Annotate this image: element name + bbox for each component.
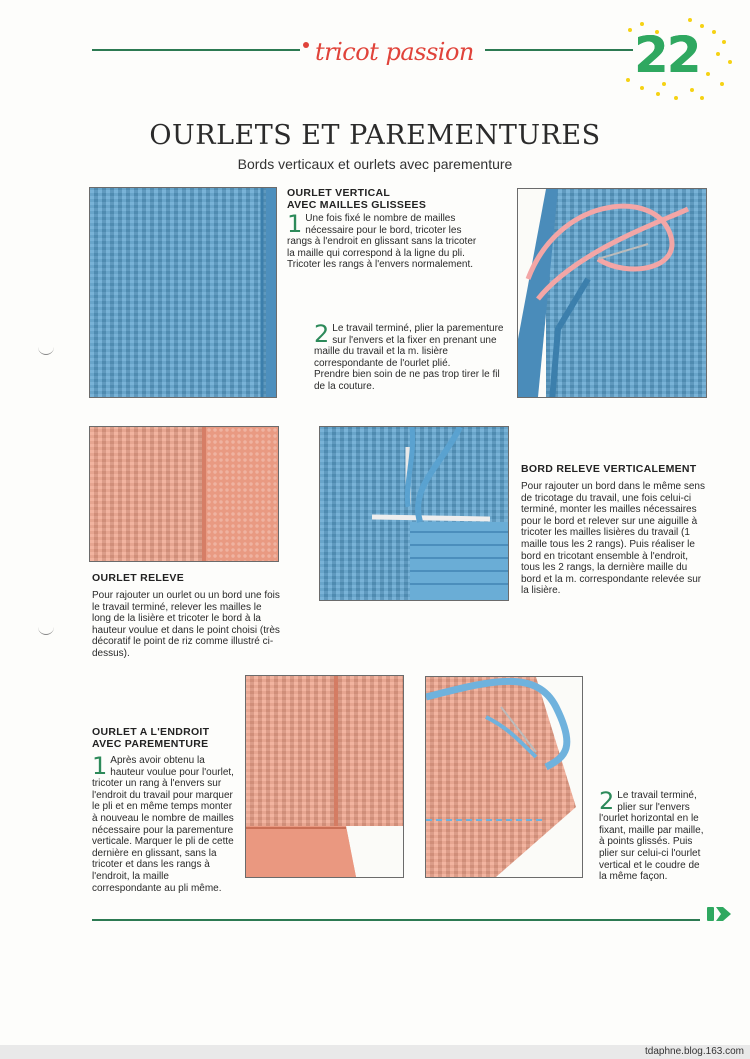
footer-bar [0, 1045, 750, 1059]
step-number-1: 1 [92, 752, 108, 780]
vertical-hem-step1-text: Une fois fixé le nombre de mailles nécessaire pour le bord, tricoter les rangs à l'endroit en glissant sans la tricoter la maille qui correspond à la ligne du pli. Tricoter les rangs à l'envers normalement. [287, 213, 477, 271]
header-rule-right [485, 49, 633, 51]
photo-raised-hem [89, 426, 279, 562]
page-number: 22 [634, 26, 700, 84]
page-subtitle: Bords verticaux et ourlets avec parementure [237, 156, 513, 172]
next-page-arrow-icon[interactable] [707, 906, 731, 922]
watermark: tdaphne.blog.163.com [645, 1046, 744, 1057]
footer-rule [92, 919, 700, 921]
brand-dot [303, 42, 309, 48]
right-side-hem-step2 [599, 787, 705, 883]
photo-vertical-hem-fold [90, 188, 276, 397]
raised-hem-heading: OURLET RELEVE [92, 572, 184, 584]
step-number-1: 1 [287, 210, 303, 238]
right-side-hem-step1-text: Après avoir obtenu la hauteur voulue pour l'ourlet, tricoter un rang à l'envers sur l'endroit du travail pour marquer le pli et en même temps monter à nouveau le nombre de mailles nécessaire pour la parementure verticale. Marquer le pli de cette dernière en glissant, sans la tricoter et dans les rangs à l'endroit, la maille correspondante au pli même. [92, 755, 234, 894]
right-side-hem-step2-text: Le travail terminé, plier sur l'envers l'ourlet horizontal en le fixant, maille par maille, à points glissés. Puis plier sur celui-ci l'ourlet vertical et le coudre de la même façon. [599, 790, 704, 883]
binder-hole-bottom [38, 624, 54, 635]
photo-right-side-hem-fold [246, 676, 403, 877]
right-side-hem-step1 [92, 752, 236, 894]
step-number-2: 2 [599, 787, 615, 815]
vertical-border-heading: BORD RELEVE VERTICALEMENT [521, 463, 697, 475]
right-side-hem-heading-line1: OURLET A L'ENDROIT [92, 726, 210, 738]
vertical-hem-heading-line1: OURLET VERTICAL [287, 187, 391, 199]
header-rule-left [92, 49, 300, 51]
step-number-2: 2 [314, 320, 330, 348]
vertical-hem-heading [287, 187, 426, 211]
right-side-hem-heading [92, 726, 209, 750]
photo-right-side-hem [245, 675, 404, 878]
photo-vertical-hem [89, 187, 277, 398]
vertical-hem-step1 [287, 210, 478, 271]
vertical-hem-step2-text: Le travail terminé, plier la parementure sur l'envers et la fixer en prenant une maille du travail et la m. lisière correspondante de l'ourlet plié. [314, 323, 504, 369]
photo-vertical-border-needle [320, 427, 508, 600]
brand-logo: tricot passion [315, 38, 474, 66]
right-side-hem-heading-line2: AVEC PAREMENTURE [92, 738, 209, 750]
raised-hem-text: Pour rajouter un ourlet ou un bord une fois le travail terminé, relever les mailles le long de la lisière et tricoter le bord à la hauteur voulue et dans le point choisi (très décoratif le point de riz comme illustré ci-dessus). [92, 590, 280, 659]
photo-vertical-border [319, 426, 509, 601]
photo-right-side-hem-sewing [425, 676, 583, 878]
vertical-border-text: Pour rajouter un bord dans le même sens de tricotage du travail, une fois celui-ci terminé, monter les mailles nécessaires pour le bord et relever sur une aiguille à tricoter les mailles lisières du travail (1 maille tous les 2 rangs). Puis réaliser le bord en tricotant ensemble à l'endroit, tous les 2 rangs, la dernière maille du bord et la m. correspondante relevée sur la lisière. [521, 481, 705, 597]
photo-raised-hem-seed-stitch [206, 427, 278, 561]
photo-right-side-hem-yarn [426, 677, 582, 877]
vertical-hem-step2 [314, 320, 506, 393]
photo-raised-hem-body [90, 427, 202, 561]
photo-vertical-hem-sewing [517, 188, 707, 398]
photo-sewing-yarn [518, 189, 706, 397]
vertical-hem-heading-line2: AVEC MAILLES GLISSEES [287, 199, 427, 211]
binder-hole-top [38, 344, 54, 355]
page-title: OURLETS ET PAREMENTURES [149, 120, 601, 151]
vertical-hem-step2-note: Prendre bien soin de ne pas trop tirer le fil de la couture. [314, 369, 500, 392]
